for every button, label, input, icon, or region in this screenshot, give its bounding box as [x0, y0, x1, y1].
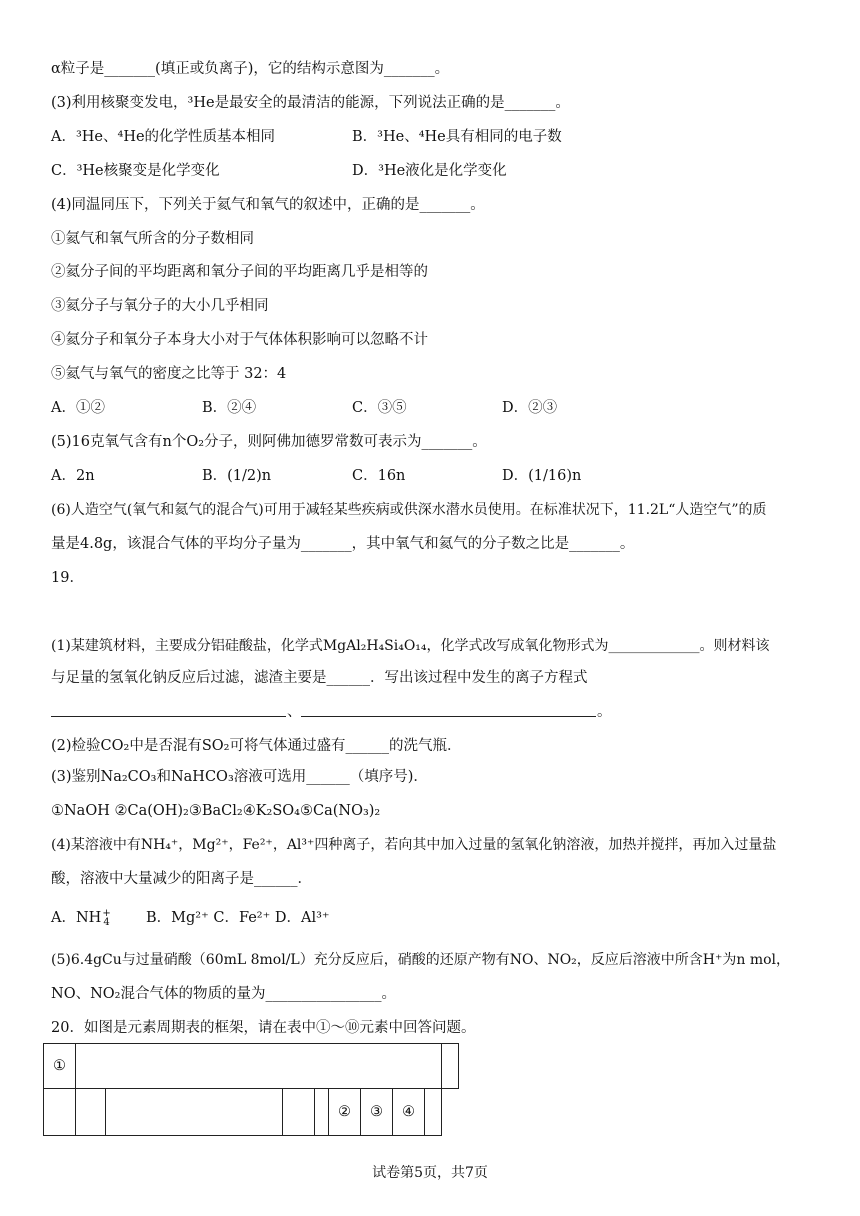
element-cell-empty [76, 1089, 106, 1136]
element-cell-empty [315, 1089, 329, 1136]
empty-span [76, 1044, 442, 1089]
element-cell-1: ① [44, 1044, 76, 1089]
option-b: B．(1/2)n [202, 468, 272, 484]
text-line: ③氦分子与氧分子的大小几乎相同 [51, 298, 269, 314]
option-d: D．②③ [502, 400, 558, 416]
text-line: (5)16克氧气含有n个O₂分子，则阿佛加德罗常数可表示为_______。 [51, 434, 487, 450]
nh4-subscript: 4 [103, 917, 110, 928]
text-line: (3)鉴别Na₂CO₃和NaHCO₃溶液可选用______（填序号)． [51, 769, 428, 785]
separator: 、 [287, 704, 302, 720]
text-line: (6)人造空气(氧气和氦气的混合气)可用于减轻某些疾病或供深水潜水员使用。在标准状况下，11.2L“人造空气”的质 [51, 502, 767, 518]
element-cell-2: ② [329, 1089, 361, 1136]
transition-block [106, 1089, 283, 1136]
options-bcd: B．Mg²⁺ C．Fe²⁺ D．Al³⁺ [146, 910, 330, 926]
nh4-charge [102, 909, 110, 927]
text-line: α粒子是_______(填正或负离子)，它的结构示意图为_______。 [51, 61, 450, 77]
option-a: A．³He、⁴He的化学性质基本相同 [51, 129, 276, 145]
page-footer: 试卷第5页，共7页 [372, 1165, 488, 1181]
question-20: 20．如图是元素周期表的框架，请在表中①～⑩元素中回答问题。 [51, 1020, 476, 1036]
text-line: 与足量的氢氧化钠反应后过滤，滤渣主要是______．写出该过程中发生的离子方程式 [51, 670, 588, 686]
text-line: ④氦分子和氧分子本身大小对于气体体积影响可以忽略不计 [51, 332, 428, 348]
element-cell-empty [442, 1044, 459, 1089]
text-line: ①NaOH ②Ca(OH)₂③BaCl₂④K₂SO₄⑤Ca(NO₃)₂ [51, 803, 381, 819]
option-d: D．³He液化是化学变化 [352, 163, 507, 179]
periodic-table-frame [43, 1043, 459, 1136]
nh4-superscript: + [102, 908, 111, 919]
option-a: A．2n [51, 468, 95, 484]
period: 。 [597, 704, 612, 720]
option-b: B．②④ [202, 400, 257, 416]
text-line: (2)检验CO₂中是否混有SO₂可将气体通过盛有______的洗气瓶． [51, 738, 462, 754]
text-line: 酸，溶液中大量减少的阳离子是______． [51, 871, 312, 887]
element-cell-empty [425, 1089, 442, 1136]
element-cell-4: ④ [393, 1089, 425, 1136]
text-line: (4)某溶液中有NH₄⁺，Mg²⁺，Fe²⁺，Al³⁺四种离子，若向其中加入过量的氢氧化钠溶液，加热并搅拌，再加入过量盐 [51, 837, 777, 853]
answer-blank [301, 716, 596, 717]
question-number: 19． [51, 570, 84, 586]
text-line: NO、NO₂混合气体的物质的量为________________。 [51, 986, 396, 1002]
element-cell-3: ③ [361, 1089, 393, 1136]
text-line: ⑤氦气与氧气的密度之比等于 32：4 [51, 366, 287, 382]
text-line: (3)利用核聚变发电，³He是最安全的最清洁的能源，下列说法正确的是_______。 [51, 95, 570, 111]
option-c: C．③⑤ [352, 400, 407, 416]
option-c: C．16n [352, 468, 406, 484]
text-line: 量是4.8g，该混合气体的平均分子量为_______，其中氧气和氦气的分子数之比是_______。 [51, 536, 635, 552]
option-c: C．³He核聚变是化学变化 [51, 163, 220, 179]
element-cell-empty [44, 1089, 76, 1136]
option-d: D．(1/16)n [502, 468, 582, 484]
text-line: ②氦分子间的平均距离和氧分子间的平均距离几乎是相等的 [51, 264, 428, 280]
text-line: (1)某建筑材料，主要成分铝硅酸盐，化学式MgAl₂H₄Si₄O₁₄，化学式改写成氧化物形式为_____________。则材料该 [51, 638, 770, 654]
element-cell-empty [283, 1089, 315, 1136]
option-a-label: A．NH [51, 910, 102, 926]
option-a [51, 908, 111, 928]
answer-blank [51, 716, 286, 717]
option-a: A．①② [51, 400, 105, 416]
option-b: B．³He、⁴He具有相同的电子数 [352, 129, 562, 145]
text-line: (4)同温同压下，下列关于氦气和氧气的叙述中，正确的是_______。 [51, 197, 485, 213]
text-line: ①氦气和氧气所含的分子数相同 [51, 231, 254, 247]
text-line: (5)6.4gCu与过量硝酸（60mL 8mol/L）充分反应后，硝酸的还原产物有NO、NO₂，反应后溶液中所含H⁺为n mol， [51, 952, 791, 968]
